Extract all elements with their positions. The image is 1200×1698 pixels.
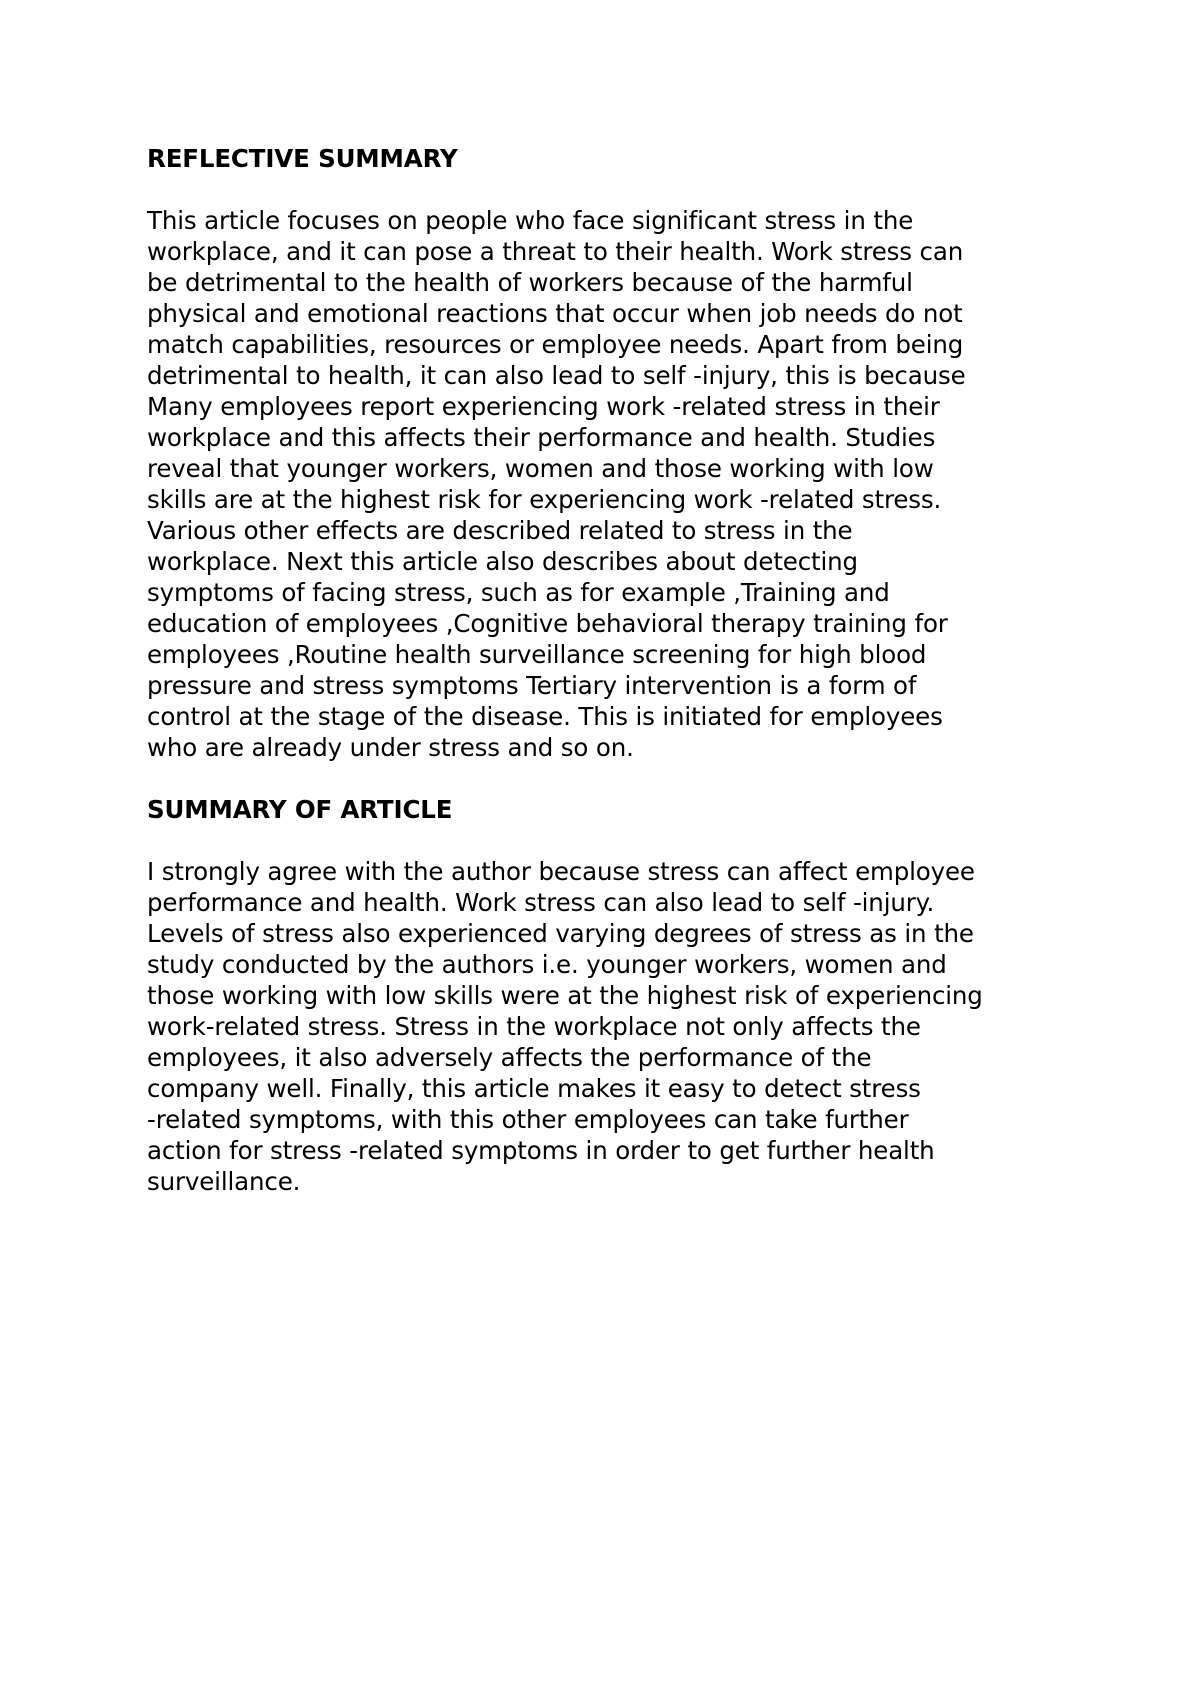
document-content: [147, 143, 1087, 1228]
section-heading-reflective-summary: REFLECTIVE SUMMARY: [147, 144, 458, 173]
section-body-reflective-summary: This article focuses on people who face significant stress in the workplace, and it can pose a threat to their health. Work stress can be detrimental to the health of workers because of the harmful physical and emotional reactions that occur when job needs do not match capabilities, resources or employee needs. Apart from being detrimental to health, it can also lead to self -injury, this is because Many employees report experiencing work -related stress in their workplace and this affects their performance and health. Studies reveal that younger workers, women and those working with low skills are at the highest risk for experiencing work -related stress. Various other effects are described related to stress in the workplace. Next this article also describes about detecting symptoms of facing stress, such as for example ,Training and education of employees ,Cognitive behavioral therapy training for employees ,Routine health surveillance screening for high blood pressure and stress symptoms Tertiary intervention is a form of control at the stage of the disease. This is initiated for employees who are already under stress and so on.: [147, 206, 966, 762]
section-body-summary-of-article: I strongly agree with the author because stress can affect employee performance and health. Work stress can also lead to self -injury. Levels of stress also experienced varying degrees of stress as in the study conducted by the authors i.e. younger workers, women and those working with low skills were at the highest risk of experiencing work-related stress. Stress in the workplace not only affects the employees, it also adversely affects the performance of the company well. Finally, this article makes it easy to detect stress -related symptoms, with this other employees can take further action for stress -related symptoms in order to get further health surveillance.: [147, 857, 983, 1196]
section-heading-summary-of-article: SUMMARY OF ARTICLE: [147, 795, 453, 824]
